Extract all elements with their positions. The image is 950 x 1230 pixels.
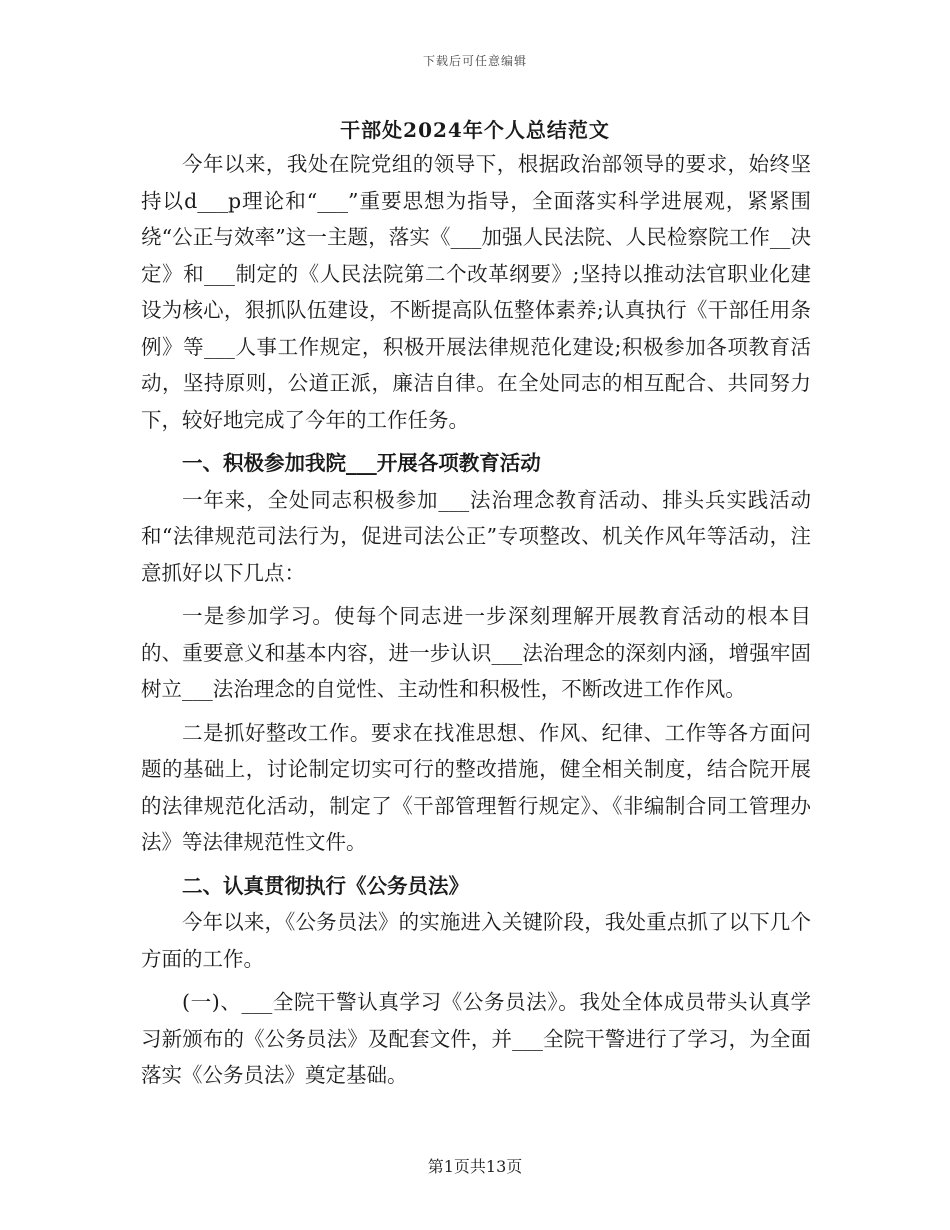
section-1-paragraph-2: 一是参加学习。使每个同志进一步深刻理解开展教育活动的根本目的、重要意义和基本内容，进一步认识___法治理念的深刻内涵，增强牢固树立___法治理念的自觉性、主动性和积极性，不断改进工作作风。 bbox=[141, 604, 811, 701]
section-1-paragraph-1: 一年来，全处同志积极参加___法治理念教育活动、排头兵实践活动和“法律规范司法行为，促进司法公正”专项整改、机关作风年等活动，注意抓好以下几点： bbox=[141, 487, 811, 585]
document-title: 干部处2024年个人总结范文 bbox=[340, 118, 610, 142]
page-number: 第1页共13页 bbox=[427, 1157, 523, 1176]
section-2-heading: 二、认真贯彻执行《公务员法》 bbox=[182, 873, 469, 898]
intro-paragraph: 今年以来，我处在院党组的领导下，根据政治部领导的要求，始终坚持以d___p理论和“___”重要思想为指导，全面落实科学进展观，紧紧围绕“公正与效率”这一主题，落实《___加强人民法院、人民检察院工作__决定》和___制定的《人民法院第二个改革纲要》;坚持以推动法官职业化建设为核心，狠抓队伍建设，不断提高队伍整体素养;认真执行《干部任用条例》等___人事工作规定，积极开展法律规范化建设;积极参加各项教育活动，坚持原则，公道正派，廉洁自律。在全处同志的相互配合、共同努力下，较好地完成了今年的工作任务。 bbox=[141, 152, 811, 432]
section-1-heading: 一、积极参加我院___开展各项教育活动 bbox=[182, 451, 541, 475]
section-1-paragraph-3: 二是抓好整改工作。要求在找准思想、作风、纪律、工作等各方面问题的基础上，讨论制定切实可行的整改措施，健全相关制度，结合院开展的法律规范化活动，制定了《干部管理暂行规定》、《非编制合同工管理办法》等法律规范性文件。 bbox=[141, 720, 811, 854]
section-2-paragraph-1: 今年以来，《公务员法》的实施进入关键阶段，我处重点抓了以下几个方面的工作。 bbox=[141, 910, 811, 971]
page-header-note: 下载后可任意编辑 bbox=[422, 54, 527, 68]
section-2-paragraph-2: (一)、___全院干警认真学习《公务员法》。我处全体成员带头认真学习新颁布的《公务员法》及配套文件，并___全院干警进行了学习，为全面落实《公务员法》奠定基础。 bbox=[141, 990, 811, 1087]
document-body bbox=[141, 146, 811, 1094]
